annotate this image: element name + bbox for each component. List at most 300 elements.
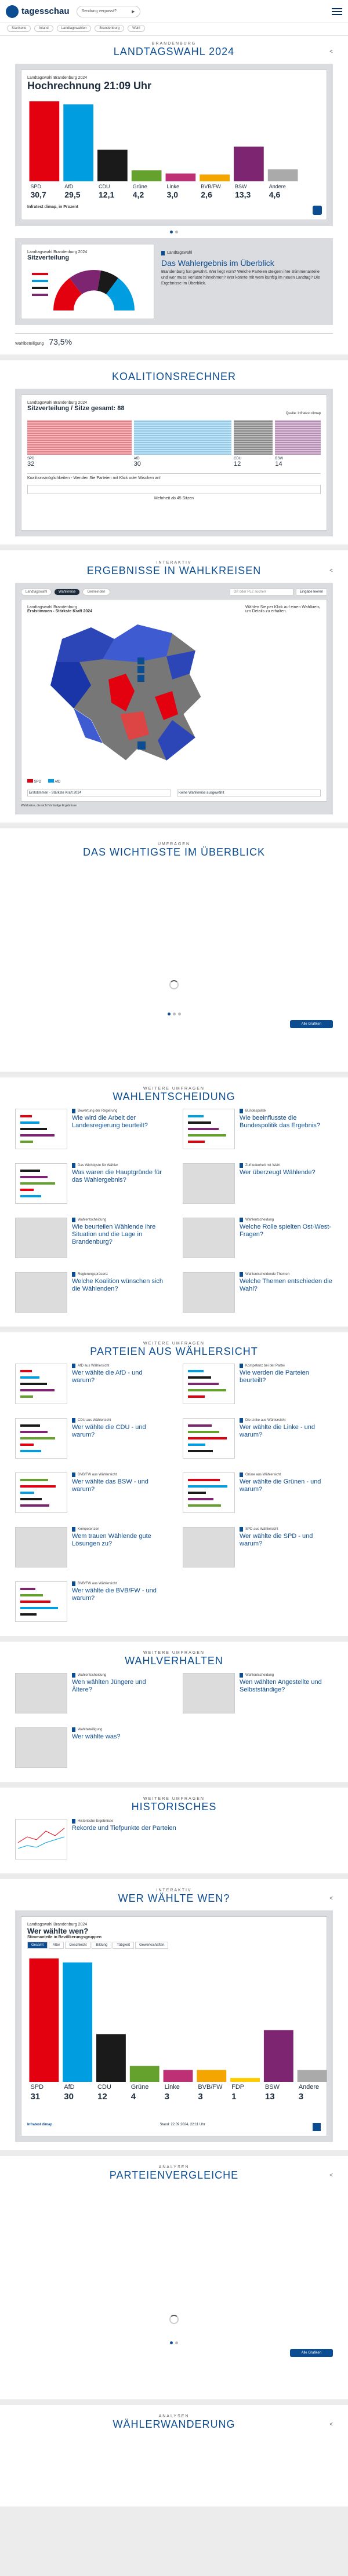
majority-label: Mehrheit ab 45 Sitzen [154,496,194,500]
teaser-item[interactable] [15,1163,165,1210]
party-seat-spd[interactable] [27,420,132,467]
section-title: KOALITIONSRECHNER [111,371,237,382]
section-werwen [0,1879,348,2150]
teaser-thumbnail [183,1109,235,1149]
teaser-text [240,1472,333,1519]
sendung-verpasst-button[interactable] [77,6,140,17]
bar-spd[interactable] [30,101,60,181]
teaser-item[interactable] [15,1819,333,1865]
teaser-title[interactable]: Wen wählten Jüngere und Ältere? [72,1679,146,1694]
map-select-district[interactable]: Keine Wahlkreise ausgewählt [177,790,321,796]
koalition-heading: Sitzverteilung / Sitze gesamt: 88 [27,405,125,412]
teaser-item[interactable] [183,1418,333,1464]
bar-category-label: Andere [269,184,286,189]
map-search-clear-button[interactable]: Eingabe leeren [296,589,327,595]
play-icon: ▶ [132,9,135,14]
werwen-footer [27,2123,321,2131]
section-kicker: UMFRAGEN [157,842,191,846]
teaser-item[interactable] [183,1272,333,1318]
section-koalition [0,360,348,545]
breadcrumb [0,23,348,36]
result-panel [15,64,333,226]
party-seat-count: 32 [27,461,35,467]
party-seat-label: BSW [275,457,284,461]
bar-category-label: Grüne [132,184,147,189]
teaser-pre: Kompetenz bei der Partei [245,1364,285,1368]
bar-value-label: 12 [97,2092,107,2102]
bar-category-label: AfD [64,2084,75,2091]
share-icon[interactable]: < [329,568,333,574]
teaser-thumbnail [183,1218,235,1258]
result-chart [27,94,300,204]
share-icon[interactable]: < [329,49,333,55]
expand-icon[interactable] [313,206,322,215]
section-parteivergleiche [0,2156,348,2399]
teaser-pre: Historische Ergebnisse [78,1819,114,1823]
bar-afd[interactable] [63,1963,92,2082]
bar-category-label: SPD [30,2084,44,2091]
werwen-tabs [27,1942,321,1949]
share-icon[interactable]: < [329,2421,333,2428]
article-title[interactable]: Das Wahlergebnis im Überblick [161,258,274,268]
bar-bsw[interactable] [234,147,264,181]
carousel-dot[interactable] [175,231,178,233]
werwen-source: Infratest dimap [27,2123,53,2126]
teaser-thumbnail [15,1581,67,1622]
bar-value-label: 3 [164,2092,169,2102]
teaser-item[interactable] [183,1673,333,1719]
zoom-reset-icon[interactable] [137,675,144,682]
koalition-hint: Koalitionsmöglichkeiten - Wenden Sie Parteien mit Klick oder Wischen an! [27,473,321,480]
turnout-label: Wahlbeteiligung [15,342,44,346]
bar-value-label: 3,0 [166,190,178,199]
turnout [15,333,333,346]
map-expand-icon[interactable] [137,741,146,750]
section-kicker: BRANDENBURG [151,42,197,46]
teaser-text [72,1272,165,1318]
section-title: WER WÄHLTE WEN? [118,1892,230,1904]
bar-value-label: 4,2 [132,190,144,199]
bar-cdu[interactable] [96,2034,126,2082]
breadcrumb-item[interactable]: Wahl [128,25,144,32]
menu-icon[interactable] [332,6,342,17]
teaser-pre: Wahlentscheidung [245,1218,274,1222]
teaser-title[interactable]: Wer überzeugt Wählende? [240,1169,316,1176]
section-ueberblick [0,828,348,1072]
party-seat-afd[interactable] [134,420,231,467]
teaser-item[interactable] [15,1109,165,1155]
teaser-text [240,1673,333,1719]
teaser-text [72,1418,165,1464]
map-zoom-controls [137,657,144,682]
loading-spinner [169,2315,179,2324]
carousel-dots [15,2341,333,2344]
breadcrumb-item[interactable]: Landtagswahlen [57,25,92,32]
bar-category-label: BSW [235,184,247,189]
teaser-thumbnail [15,1819,67,1859]
teaser-text [72,1673,165,1719]
teaser-item[interactable] [183,1527,333,1573]
teaser-thumbnail [15,1163,67,1204]
article-teaser[interactable] [15,238,333,325]
wahlkreis-map[interactable] [39,616,230,772]
teaser-item[interactable] [15,1727,165,1774]
section-wahlentscheidung [0,1077,348,1327]
teaser-pre: Grüne aus Wählersicht [245,1473,281,1477]
map-note: Wahlkreise, die nicht Vorläufige Ergebnisse [21,804,77,807]
bar-value-label: 29,5 [64,190,81,199]
carousel-dots [15,1013,333,1015]
teaser-item[interactable] [15,1527,165,1573]
teaser-thumbnail [183,1418,235,1459]
majority-bar [27,485,321,494]
bar-grne[interactable] [132,170,162,181]
bar-andere[interactable] [268,169,298,181]
werwen-subtitle: Landtagswahl Brandenburg 2024 [27,1923,88,1927]
legend-afd: AfD [48,779,60,784]
article-text-block [161,244,327,319]
article-text: Brandenburg hat gewählt. Wer liegt vorn? Welche Parteien steigern ihre Stimmenanteile und wer muss Verluste hinnehmen? Wer könnte mit wem künftig im neuen Landtag? Die Ergebnisse im Überblick. [161,270,320,286]
section-parteien [0,1332,348,1636]
party-seat-bsw[interactable] [275,420,321,467]
teaser-thumbnail [15,1109,67,1149]
bar-category-label: BVB/FW [201,184,221,189]
brand[interactable]: tagesschau [21,6,70,16]
bar-grne[interactable] [130,2066,160,2082]
teaser-text [72,1819,176,1865]
section-historisches [0,1788,348,1873]
section-kicker: ANALYSEN [158,2165,190,2169]
werwen-tab[interactable]: Tätigkeit [113,1942,134,1949]
teaser-thumbnail [183,1364,235,1404]
party-seat-label: CDU [234,457,242,461]
share-icon[interactable]: < [329,2172,333,2179]
bar-category-label: Andere [298,2084,320,2091]
teaser-text [72,1218,165,1264]
teaser-pre: Wahlbeteiligung [78,1728,103,1731]
koalition-source: Quelle: Infratest dimap [285,412,321,415]
section-title: PARTEIENVERGLEICHE [109,2169,239,2181]
teaser-pre: Das Wichtigste für Wähler [78,1164,118,1167]
werwen-heading2: Stimmanteile in Bevölkerungsgruppen [27,1935,102,1939]
map-select-vote[interactable]: Erststimmen - Stärkste Kraft 2024 [27,790,171,796]
teaser-thumbnail [15,1272,67,1313]
section-kicker: WEITERE UMFRAGEN [143,1087,205,1091]
werwen-tab[interactable]: Geschlecht [65,1942,90,1949]
teaser-thumbnail [183,1163,235,1204]
koalition-bars [27,420,321,467]
teaser-pre: Zufriedenheit mit Wahl [245,1164,280,1167]
result-card [21,70,327,220]
bar-category-label: SPD [30,184,42,189]
teaser-pre: SPD aus Wählersicht [245,1528,278,1531]
teaser-title[interactable]: Wer wählte das BSW - und warum? [72,1478,148,1493]
chart-footnote: Infratest dimap, in Prozent [27,205,78,209]
bar-category-label: BVB/FW [198,2084,223,2091]
teaser-item[interactable] [183,1472,333,1519]
bar-value-label: 12,1 [99,190,115,199]
section-title: WÄHLERWANDERUNG [113,2418,235,2430]
map-tab[interactable]: Gemeinden [82,589,110,595]
teaser-text [240,1527,333,1573]
section-kicker: WEITERE UMFRAGEN [143,1651,205,1655]
bar-linke[interactable] [166,174,196,182]
bar-afd[interactable] [63,104,93,181]
breadcrumb-item[interactable]: Startseite [7,25,31,32]
werwen-stand: Stand: 22.09.2024, 22:11 Uhr [160,2123,205,2126]
bar-bsw[interactable] [264,2030,293,2082]
koalition-card [21,394,327,531]
map-toolbar [21,589,327,595]
all-graphics-button[interactable]: Alle Grafiken [290,2349,333,2357]
seat-subtitle: Landtagswahl Brandenburg 2024 [27,250,88,254]
legend-spd: SPD [27,779,41,784]
section-waehlerwanderung [0,2405,348,2506]
teaser-pre: BVB/FW aus Wählersicht [78,1582,117,1585]
party-seat-cdu[interactable] [234,420,273,467]
carousel-dot[interactable] [170,231,173,233]
teaser-title[interactable]: Wie wird die Arbeit der Landesregierung beurteilt? [72,1115,148,1130]
werwen-tab[interactable]: Bildung [92,1942,111,1949]
party-seat-count: 12 [234,461,241,467]
werwen-tab[interactable]: Gesamt [27,1942,48,1949]
bar-andere[interactable] [298,2070,327,2082]
teaser-pre: CDU aus Wählersicht [78,1419,111,1422]
teaser-thumbnail [15,1727,67,1768]
teaser-pre: Wahlentscheidung [78,1218,107,1222]
teaser-item[interactable] [15,1364,165,1410]
teaser-text [72,1364,165,1410]
section-wahlverhalten [0,1642,348,1782]
map-info: Wählen Sie per Klick auf einen Wahlkreis, um Details zu erhalten. [245,605,321,613]
section-kicker: INTERAKTIV [156,561,192,565]
teaser-pre: Bundespolitik [245,1109,266,1113]
teaser-item[interactable] [15,1581,165,1628]
section-kicker: INTERAKTIV [156,1888,192,1892]
bar-value-label: 2,6 [201,190,212,199]
teaser-title[interactable]: Wen wählten Angestellte und Selbstständige? [240,1679,322,1694]
map-card [21,599,327,802]
teaser-text [240,1418,333,1464]
bar-category-label: CDU [99,184,110,189]
expand-icon[interactable] [313,2123,321,2131]
werwen-tab[interactable]: Alter [49,1942,64,1949]
chart-title: Hochrechnung 21:09 Uhr [27,80,152,92]
party-seat-label: AfD [133,457,140,461]
bar-category-label: Linke [164,2084,180,2091]
bar-value-label: 13 [264,2092,275,2102]
bar-category-label: Linke [166,184,180,189]
teaser-title[interactable]: Rekorde und Tiefpunkte der Parteien [72,1825,176,1832]
teaser-text [72,1581,165,1628]
teaser-title[interactable]: Welche Koalition wünschen sich die Wählenden? [72,1278,163,1293]
map-heading: Erststimmen - Stärkste Kraft 2024 [27,609,93,613]
teaser-text [240,1109,333,1155]
teaser-grid [15,1364,333,1628]
bar-spd[interactable] [29,1959,59,2082]
teaser-text [72,1472,165,1519]
chart-subtitle: Landtagswahl Brandenburg 2024 [27,76,88,80]
teaser-text [240,1272,333,1318]
section-title: PARTEIEN AUS WÄHLERSICHT [90,1346,258,1357]
loading-spinner [169,980,179,989]
teaser-title[interactable]: Welche Themen entschieden die Wahl? [240,1278,332,1293]
teaser-title[interactable]: Wem trauen Wählende gute Lösungen zu? [72,1533,151,1548]
map-search-input[interactable]: Ort oder PLZ suchen [230,589,293,595]
zoom-out-icon[interactable] [137,666,144,673]
teaser-pre: Die Linke aus Wählersicht [245,1419,286,1422]
bar-value-label: 4 [130,2092,136,2102]
section-kicker: WEITERE UMFRAGEN [143,1342,205,1346]
map-tab-active[interactable]: Wahlkreise [54,589,80,595]
site-header [0,0,348,23]
carousel-dot[interactable] [173,1013,176,1015]
teaser-title[interactable]: Wie werden die Parteien beurteilt? [240,1369,309,1384]
teaser-title[interactable]: Wer wählte was? [72,1733,121,1740]
teaser-title[interactable]: Wer wählte die AfD - und warum? [72,1369,143,1384]
teaser-grid [15,1673,333,1774]
teaser-pre: AfD aus Wählersicht [78,1364,110,1368]
section-title: WAHLENTSCHEIDUNG [113,1091,235,1102]
bar-value-label: 30 [64,2092,74,2102]
bar-value-label: 31 [30,2092,41,2102]
article-tag [161,251,165,255]
section-kicker: ANALYSEN [158,2414,190,2418]
teaser-item[interactable] [15,1472,165,1519]
map-tab[interactable]: Landtagswahl [21,589,52,595]
bar-category-label: CDU [97,2084,111,2091]
bar-bvbfw[interactable] [197,2070,226,2082]
bar-category-label: FDP [231,2084,245,2091]
party-seat-count: 14 [275,461,282,467]
bar-linke[interactable] [164,2070,193,2082]
werwen-tab[interactable]: Gewerkschaften [135,1942,168,1949]
teaser-text [72,1527,165,1573]
bar-category-label: AfD [64,184,74,189]
teaser-pre: Regierungspräsenz [78,1273,108,1276]
teaser-title[interactable]: Was waren die Hauptgründe für das Wahlergebnis? [72,1169,162,1184]
teaser-title[interactable]: Wie beeinflusste die Bundespolitik das Ergebnis? [240,1115,320,1130]
bar-category-label: Grüne [130,2084,149,2091]
map-legend [27,779,60,784]
teaser-pre: BVB/FW aus Wählersicht [78,1473,117,1477]
teaser-pre: Wahlentscheidende Themen [245,1273,290,1276]
map-panel [15,583,333,814]
teaser-title[interactable]: Wer wählte die Grünen - und warum? [240,1478,321,1493]
bar-value-label: 13,3 [235,190,251,199]
bar-bvbfw[interactable] [200,174,230,181]
turnout-value: 73,5% [49,337,72,346]
all-graphics-button[interactable]: Alle Grafiken [290,1020,333,1028]
teaser-text [72,1727,121,1774]
carousel-dots [15,231,333,233]
teaser-title[interactable]: Welche Rolle spielten Ost-West-Fragen? [240,1223,331,1238]
carousel-dot[interactable] [175,2341,178,2344]
bar-value-label: 4,6 [269,190,281,199]
werwen-panel [15,1910,333,2142]
share-icon[interactable]: < [329,1895,333,1902]
section-title: ERGEBNISSE IN WAHLKREISEN [86,565,262,576]
teaser-text [240,1218,333,1264]
teaser-title[interactable]: Wer wählte die BVB/FW - und warum? [72,1587,157,1602]
section-landtagswahl [0,36,348,355]
teaser-thumbnail [183,1673,235,1713]
bar-category-label: BSW [264,2084,280,2091]
bar-value-label: 3 [198,2092,203,2102]
bar-fdp[interactable] [230,2078,260,2082]
teaser-text [72,1163,165,1210]
teaser-text [240,1364,333,1410]
carousel-dot[interactable] [168,1013,171,1015]
teaser-item[interactable] [183,1218,333,1264]
carousel-dot[interactable] [178,1013,181,1015]
teaser-pre: Kompetenzen [78,1528,100,1531]
teaser-thumbnail [15,1472,67,1513]
teaser-item[interactable] [183,1163,333,1210]
section-kicker: WEITERE UMFRAGEN [143,1797,205,1801]
teaser-thumbnail [15,1673,67,1713]
breadcrumb-item[interactable]: Brandenburg [95,25,124,32]
koalition-subtitle: Landtagswahl Brandenburg 2024 [27,401,88,405]
teaser-pre: Wahlentscheidung [245,1674,274,1677]
section-map [0,550,348,823]
logo-icon[interactable] [6,5,19,18]
carousel-dot[interactable] [170,2341,173,2344]
teaser-item[interactable] [15,1218,165,1264]
seat-chart [27,261,149,313]
teaser-item[interactable] [15,1272,165,1318]
teaser-item[interactable] [15,1673,165,1719]
teaser-title[interactable]: Wer wählte die Linke - und warum? [240,1424,316,1439]
section-title: DAS WICHTIGSTE IM ÜBERBLICK [82,846,266,858]
teaser-title[interactable]: Wer wählte die SPD - und warum? [240,1533,313,1548]
party-seat-count: 30 [133,461,141,467]
koalition-panel [15,389,333,536]
breadcrumb-item[interactable]: Inland [34,25,53,32]
werwen-card [21,1916,327,2136]
teaser-thumbnail [15,1218,67,1258]
party-seat-label: SPD [27,457,35,461]
werwen-heading: Wer wählte wen? [27,1927,89,1935]
teaser-item[interactable] [15,1418,165,1464]
teaser-grid [15,1109,333,1318]
seat-card [21,244,154,319]
map-selects [27,790,321,796]
section-title: LANDTAGSWAHL 2024 [113,46,235,57]
werwen-chart [27,1951,329,2107]
teaser-text [240,1163,316,1210]
teaser-thumbnail [183,1272,235,1313]
teaser-item[interactable] [183,1109,333,1155]
map-subtitle: Landtagswahl Brandenburg [27,605,77,609]
teaser-thumbnail [183,1527,235,1567]
teaser-thumbnail [15,1527,67,1567]
teaser-thumbnail [15,1364,67,1404]
teaser-title[interactable]: Wie beurteilen Wählende ihre Situation und die Lage in Brandenburg? [72,1223,156,1246]
bar-value-label: 30,7 [30,190,46,199]
seat-title: Sitzverteilung [27,254,70,261]
teaser-text [72,1109,165,1155]
teaser-thumbnail [15,1418,67,1459]
bar-value-label: 1 [231,2092,237,2102]
zoom-in-icon[interactable] [137,657,144,664]
teaser-pre: Wahlentscheidung [78,1674,107,1677]
teaser-pre: Bewertung der Regierung [78,1109,118,1113]
teaser-title[interactable]: Wer wählte die CDU - und warum? [72,1424,146,1439]
bar-value-label: 3 [298,2092,304,2102]
bar-cdu[interactable] [97,150,128,181]
teaser-item[interactable] [183,1364,333,1410]
